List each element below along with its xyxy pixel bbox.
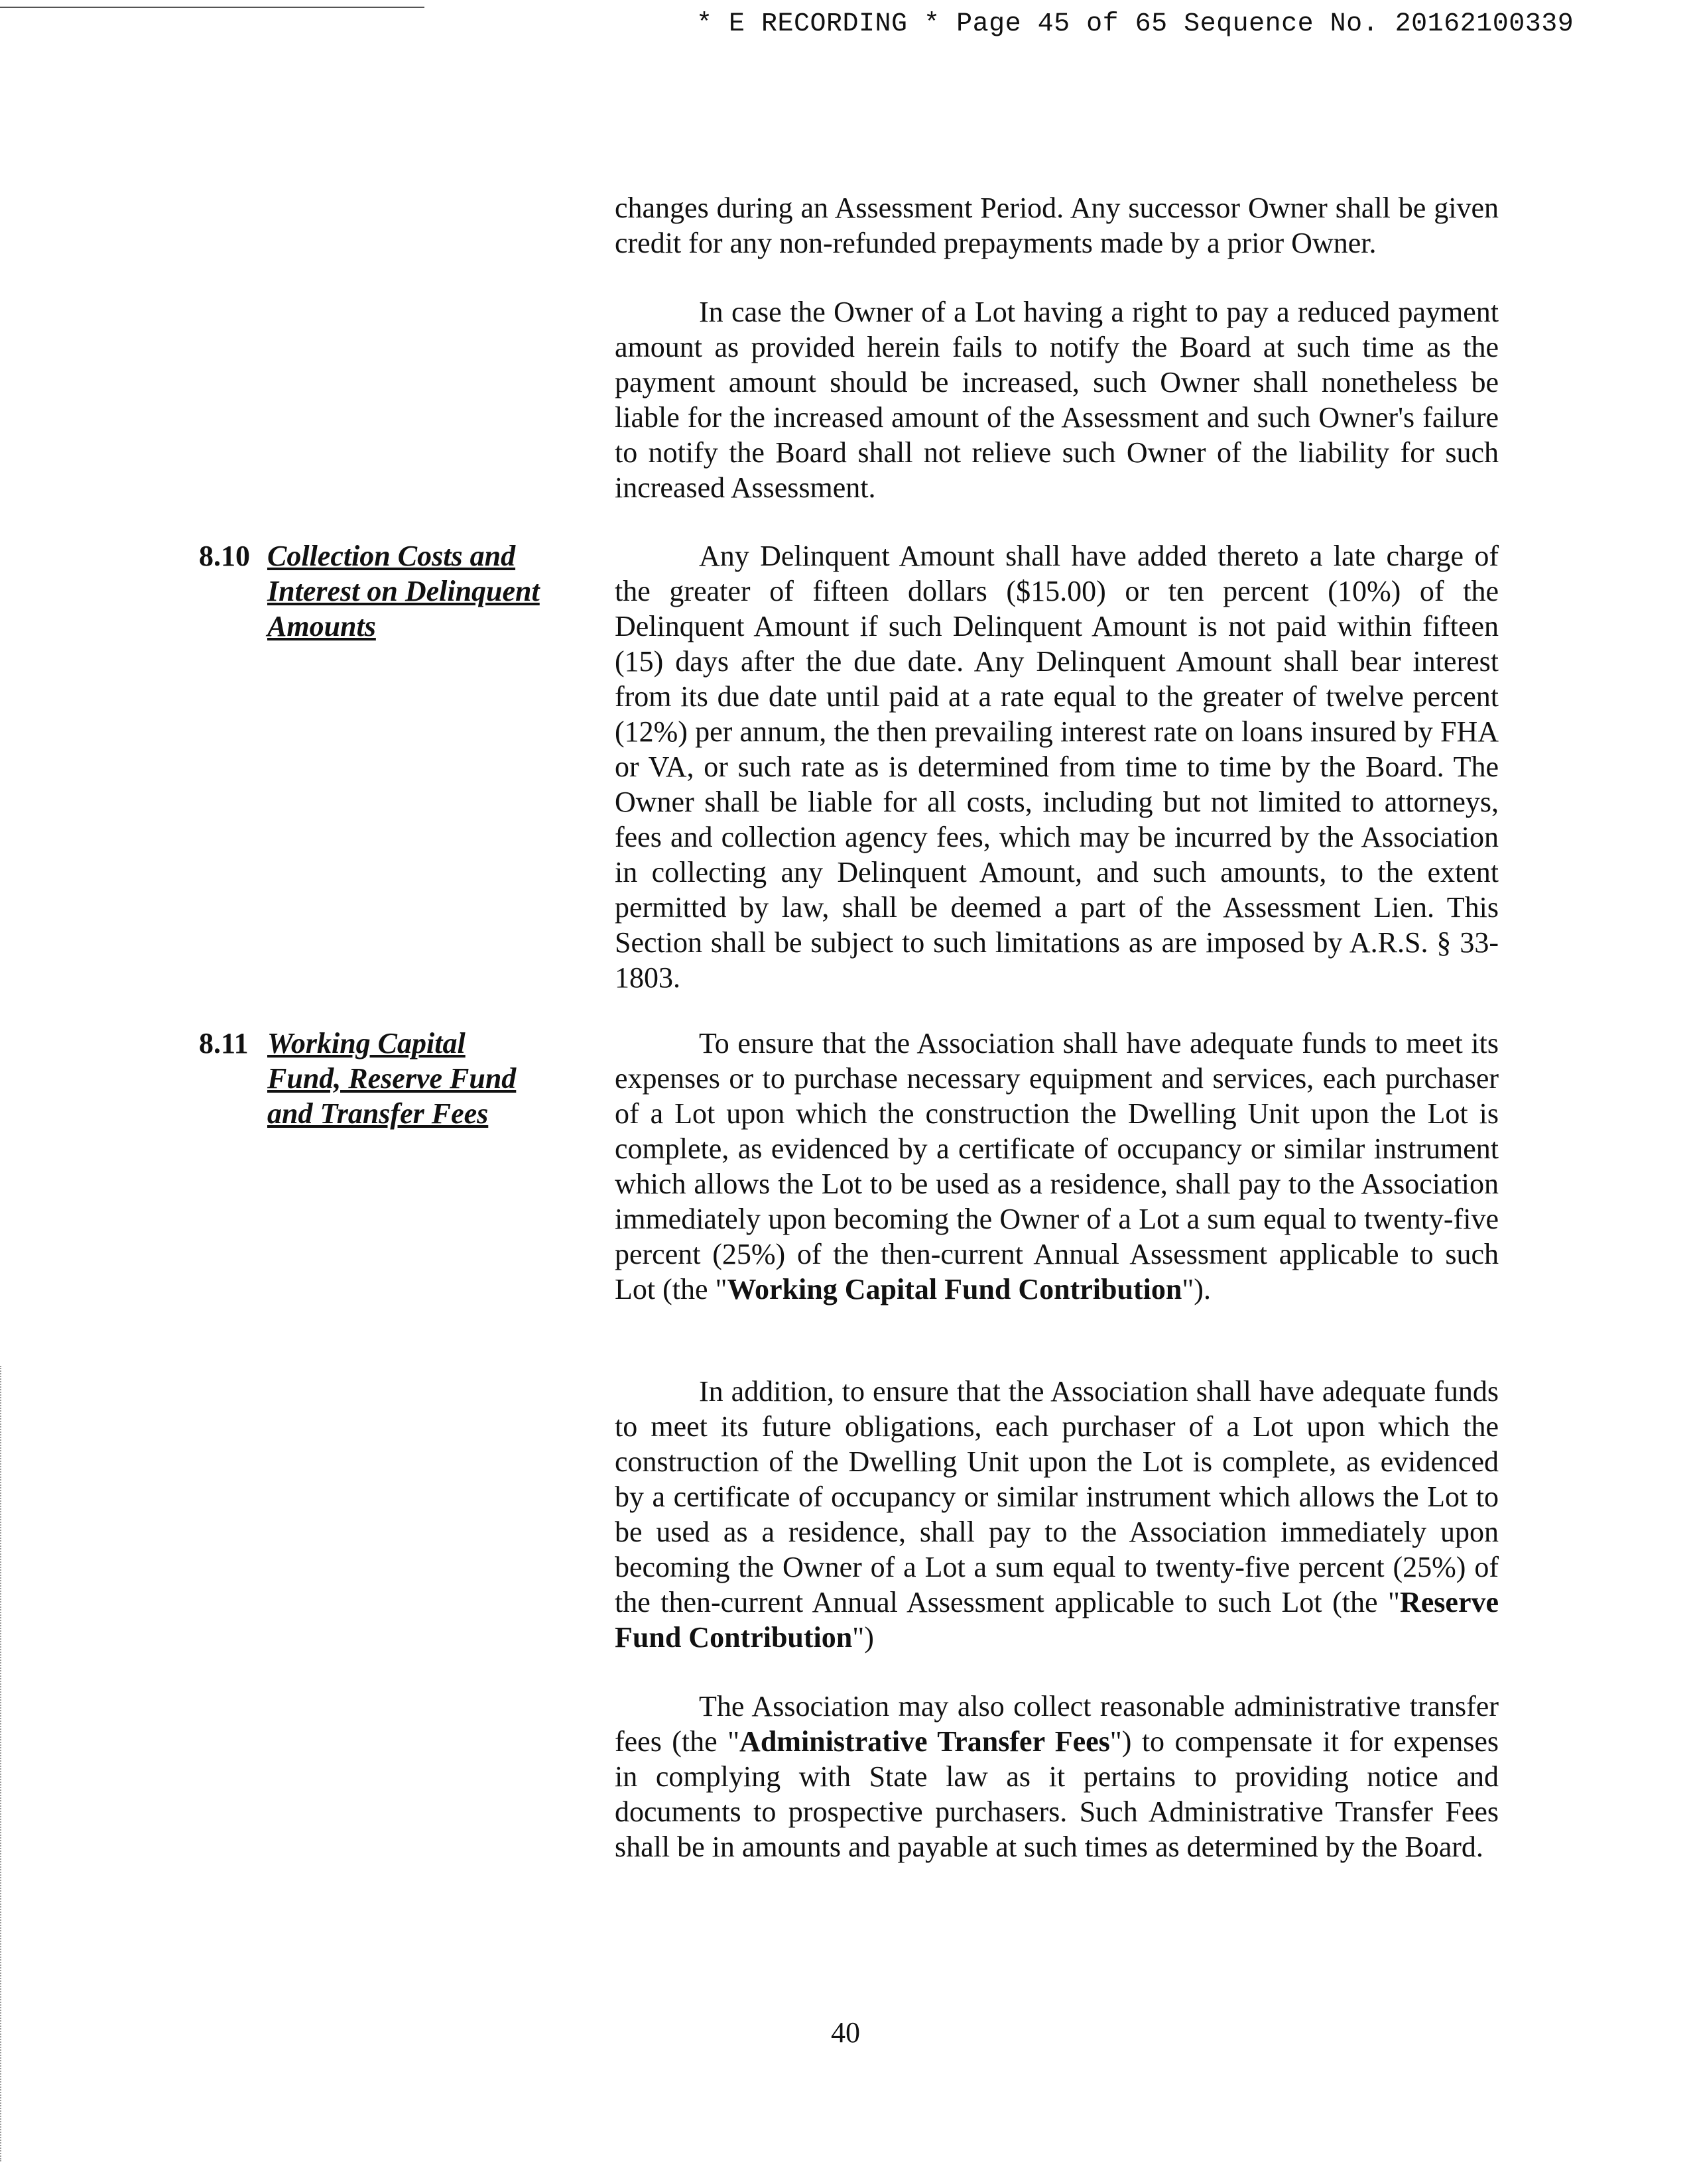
recording-header: * E RECORDING * Page 45 of 65 Sequence No. 20162100339	[696, 9, 1574, 39]
defined-term: Administrative Transfer Fees	[739, 1725, 1110, 1758]
defined-term: Working Capital Fund Contribution	[727, 1273, 1182, 1305]
transfer-fees-paragraph: The Association may also collect reasonable administrative transfer fees (the "Administrative Transfer Fees") to compensate it for expenses in complying with State law as it pertains to providing notice and documents to prospective purchasers. Such Administrative Transfer Fees shall be in amounts and payable at such times as determined by the Board.	[615, 1690, 1499, 1863]
section-number: 8.10	[199, 540, 250, 572]
section-title: Collection Costs and Interest on Delinquent Amounts	[267, 540, 540, 642]
top-scan-rule	[0, 7, 424, 8]
reduced-payment-paragraph: In case the Owner of a Lot having a right to pay a reduced payment amount as provided herein fails to notify the Board at such time as the payment amount should be increased, such Owner shall nonetheless be liable for the increased amount of the Assessment and such Owner's failure to notify the Board shall not relieve such Owner of the liability for such increased Assessment.	[615, 296, 1499, 504]
defined-term: Reserve Fund Contribution	[615, 1586, 1499, 1654]
section-number: 8.11	[199, 1027, 249, 1060]
reserve-fund-paragraph: In addition, to ensure that the Association shall have adequate funds to meet its future obligations, each purchaser of a Lot upon which the construction of the Dwelling Unit upon the Lot is complete, as evidenced by a certificate of occupancy or similar instrument which allows the Lot to be used as a residence, shall pay to the Association immediately upon becoming the Owner of a Lot a sum equal to twenty-five percent (25%) of the then-current Annual Assessment applicable to such Lot (the "Reserve Fund Contribution")	[615, 1375, 1499, 1654]
section-title: Working Capital Fund, Reserve Fund and Transfer Fees	[267, 1027, 517, 1130]
continuation-paragraph: changes during an Assessment Period. Any successor Owner shall be given credit for any non-refunded prepayments made by a prior Owner.	[615, 192, 1499, 259]
working-capital-paragraph: To ensure that the Association shall have adequate funds to meet its expenses or to purchase necessary equipment and services, each purchaser of a Lot upon which the construction the Dwelling Unit upon the Lot is complete, as evidenced by a certificate of occupancy or similar instrument which allows the Lot to be used as a residence, shall pay to the Association immediately upon becoming the Owner of a Lot a sum equal to twenty-five percent (25%) of the then-current Annual Assessment applicable to such Lot (the "Working Capital Fund Contribution").	[615, 1027, 1499, 1305]
delinquent-amount-paragraph: Any Delinquent Amount shall have added thereto a late charge of the greater of fifteen dollars ($15.00) or ten percent (10%) of the Delinquent Amount if such Delinquent Amount is not paid within fifteen (15) days after the due date. Any Delinquent Amount shall bear interest from its due date until paid at a rate equal to the greater of twelve percent (12%) per annum, the then prevailing interest rate on loans insured by FHA or VA, or such rate as is determined from time to time by the Board. The Owner shall be liable for all costs, including but not limited to attorneys, fees and collection agency fees, which may be incurred by the Association in collecting any Delinquent Amount, and such amounts, to the extent permitted by law, shall be deemed a part of the Assessment Lien. This Section shall be subject to such limitations as are imposed by A.R.S. § 33-1803.	[615, 540, 1499, 994]
page-number: 40	[831, 2016, 860, 2049]
